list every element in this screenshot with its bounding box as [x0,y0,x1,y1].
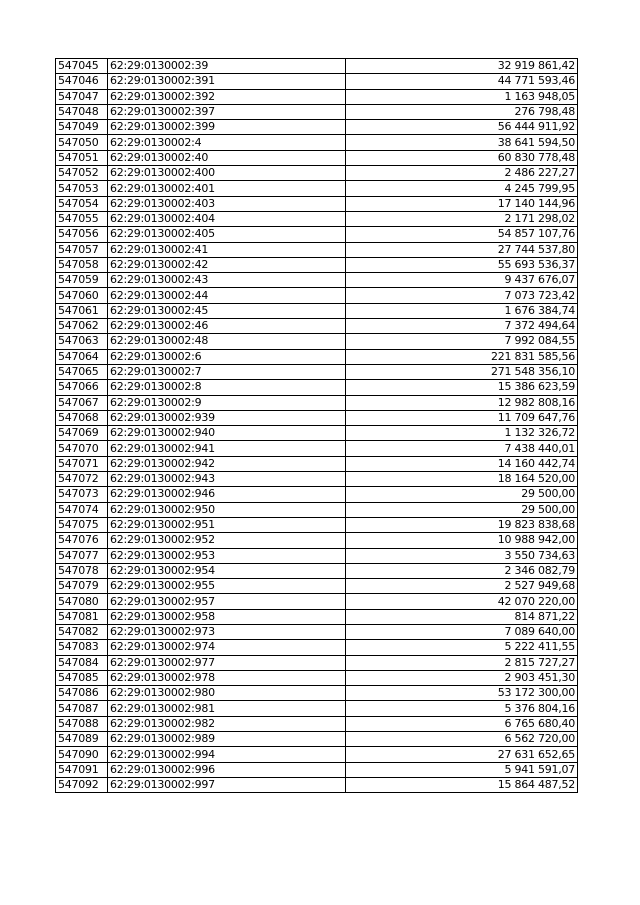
cadastral-value-cell: 7 372 494,64 [346,319,578,334]
table-row [56,762,578,777]
table-row [56,410,578,425]
row-number-cell: 547083 [56,640,108,655]
row-number-cell: 547068 [56,410,108,425]
cadastral-number-cell: 62:29:0130002:399 [108,120,346,135]
table-row [56,686,578,701]
row-number-cell: 547091 [56,762,108,777]
cadastral-number-cell: 62:29:0130002:4 [108,135,346,150]
cadastral-number-cell: 62:29:0130002:6 [108,349,346,364]
table-row [56,548,578,563]
row-number-cell: 547045 [56,59,108,74]
row-number-cell: 547049 [56,120,108,135]
table-row [56,609,578,624]
cadastral-number-cell: 62:29:0130002:982 [108,716,346,731]
cadastral-value-table [55,58,578,793]
cadastral-value-cell: 27 744 537,80 [346,242,578,257]
cadastral-value-cell: 32 919 861,42 [346,59,578,74]
cadastral-number-cell: 62:29:0130002:980 [108,686,346,701]
table-row [56,59,578,74]
cadastral-value-cell: 9 437 676,07 [346,273,578,288]
row-number-cell: 547066 [56,380,108,395]
row-number-cell: 547082 [56,624,108,639]
cadastral-value-cell: 271 548 356,10 [346,364,578,379]
table-row [56,150,578,165]
cadastral-number-cell: 62:29:0130002:939 [108,410,346,425]
cadastral-value-cell: 19 823 838,68 [346,517,578,532]
cadastral-number-cell: 62:29:0130002:40 [108,150,346,165]
table-row [56,701,578,716]
table-row [56,89,578,104]
cadastral-number-cell: 62:29:0130002:950 [108,502,346,517]
table-row [56,273,578,288]
row-number-cell: 547054 [56,196,108,211]
row-number-cell: 547089 [56,732,108,747]
table-row [56,120,578,135]
cadastral-value-cell: 27 631 652,65 [346,747,578,762]
row-number-cell: 547050 [56,135,108,150]
cadastral-value-cell: 276 798,48 [346,104,578,119]
row-number-cell: 547053 [56,181,108,196]
cadastral-value-cell: 7 438 440,01 [346,441,578,456]
cadastral-number-cell: 62:29:0130002:45 [108,303,346,318]
table-row [56,319,578,334]
row-number-cell: 547058 [56,257,108,272]
table-row [56,211,578,226]
cadastral-value-cell: 6 562 720,00 [346,732,578,747]
row-number-cell: 547046 [56,74,108,89]
cadastral-value-cell: 7 992 084,55 [346,334,578,349]
cadastral-number-cell: 62:29:0130002:404 [108,211,346,226]
table-row [56,747,578,762]
cadastral-number-cell: 62:29:0130002:981 [108,701,346,716]
table-row [56,104,578,119]
cadastral-value-cell: 18 164 520,00 [346,472,578,487]
cadastral-number-cell: 62:29:0130002:941 [108,441,346,456]
cadastral-number-cell: 62:29:0130002:952 [108,533,346,548]
cadastral-value-cell: 2 346 082,79 [346,563,578,578]
table-row [56,579,578,594]
row-number-cell: 547073 [56,487,108,502]
table-row [56,288,578,303]
row-number-cell: 547074 [56,502,108,517]
cadastral-value-cell: 814 871,22 [346,609,578,624]
table-row [56,517,578,532]
table-row [56,426,578,441]
cadastral-value-cell: 15 386 623,59 [346,380,578,395]
cadastral-number-cell: 62:29:0130002:954 [108,563,346,578]
cadastral-number-cell: 62:29:0130002:973 [108,624,346,639]
cadastral-value-cell: 6 765 680,40 [346,716,578,731]
cadastral-value-cell: 1 676 384,74 [346,303,578,318]
cadastral-value-cell: 14 160 442,74 [346,456,578,471]
cadastral-number-cell: 62:29:0130002:42 [108,257,346,272]
table-row [56,196,578,211]
cadastral-value-cell: 42 070 220,00 [346,594,578,609]
table-row [56,441,578,456]
cadastral-number-cell: 62:29:0130002:391 [108,74,346,89]
cadastral-number-cell: 62:29:0130002:392 [108,89,346,104]
row-number-cell: 547090 [56,747,108,762]
cadastral-number-cell: 62:29:0130002:943 [108,472,346,487]
cadastral-number-cell: 62:29:0130002:39 [108,59,346,74]
table-row [56,242,578,257]
table-row [56,624,578,639]
cadastral-value-cell: 5 376 804,16 [346,701,578,716]
row-number-cell: 547064 [56,349,108,364]
table-row [56,349,578,364]
table-row [56,395,578,410]
cadastral-number-cell: 62:29:0130002:46 [108,319,346,334]
table-row [56,777,578,792]
cadastral-value-cell: 29 500,00 [346,487,578,502]
cadastral-value-cell: 2 171 298,02 [346,211,578,226]
row-number-cell: 547086 [56,686,108,701]
table-row [56,563,578,578]
cadastral-number-cell: 62:29:0130002:978 [108,670,346,685]
cadastral-value-cell: 5 222 411,55 [346,640,578,655]
cadastral-value-cell: 2 815 727,27 [346,655,578,670]
cadastral-number-cell: 62:29:0130002:41 [108,242,346,257]
cadastral-value-cell: 56 444 911,92 [346,120,578,135]
cadastral-value-cell: 53 172 300,00 [346,686,578,701]
cadastral-number-cell: 62:29:0130002:997 [108,777,346,792]
cadastral-value-cell: 55 693 536,37 [346,257,578,272]
cadastral-value-cell: 17 140 144,96 [346,196,578,211]
cadastral-value-cell: 7 089 640,00 [346,624,578,639]
row-number-cell: 547085 [56,670,108,685]
row-number-cell: 547075 [56,517,108,532]
row-number-cell: 547071 [56,456,108,471]
row-number-cell: 547055 [56,211,108,226]
cadastral-number-cell: 62:29:0130002:942 [108,456,346,471]
cadastral-number-cell: 62:29:0130002:403 [108,196,346,211]
row-number-cell: 547067 [56,395,108,410]
row-number-cell: 547047 [56,89,108,104]
cadastral-number-cell: 62:29:0130002:43 [108,273,346,288]
table-row [56,303,578,318]
table-row [56,640,578,655]
row-number-cell: 547080 [56,594,108,609]
table-row [56,655,578,670]
cadastral-number-cell: 62:29:0130002:994 [108,747,346,762]
table-body [56,59,578,793]
cadastral-number-cell: 62:29:0130002:940 [108,426,346,441]
cadastral-number-cell: 62:29:0130002:955 [108,579,346,594]
cadastral-number-cell: 62:29:0130002:946 [108,487,346,502]
cadastral-number-cell: 62:29:0130002:974 [108,640,346,655]
row-number-cell: 547057 [56,242,108,257]
row-number-cell: 547076 [56,533,108,548]
table-row [56,670,578,685]
cadastral-value-cell: 38 641 594,50 [346,135,578,150]
cadastral-value-cell: 7 073 723,42 [346,288,578,303]
table-row [56,487,578,502]
cadastral-value-cell: 1 163 948,05 [346,89,578,104]
cadastral-number-cell: 62:29:0130002:989 [108,732,346,747]
table-row [56,732,578,747]
cadastral-number-cell: 62:29:0130002:951 [108,517,346,532]
row-number-cell: 547077 [56,548,108,563]
row-number-cell: 547061 [56,303,108,318]
cadastral-value-cell: 4 245 799,95 [346,181,578,196]
cadastral-value-cell: 12 982 808,16 [346,395,578,410]
row-number-cell: 547060 [56,288,108,303]
row-number-cell: 547088 [56,716,108,731]
cadastral-value-cell: 5 941 591,07 [346,762,578,777]
cadastral-value-cell: 54 857 107,76 [346,227,578,242]
row-number-cell: 547092 [56,777,108,792]
cadastral-number-cell: 62:29:0130002:9 [108,395,346,410]
cadastral-number-cell: 62:29:0130002:48 [108,334,346,349]
row-number-cell: 547069 [56,426,108,441]
cadastral-value-cell: 221 831 585,56 [346,349,578,364]
cadastral-number-cell: 62:29:0130002:397 [108,104,346,119]
row-number-cell: 547059 [56,273,108,288]
cadastral-value-cell: 1 132 326,72 [346,426,578,441]
table-row [56,227,578,242]
cadastral-value-cell: 44 771 593,46 [346,74,578,89]
cadastral-value-cell: 2 527 949,68 [346,579,578,594]
table-row [56,502,578,517]
table-row [56,533,578,548]
cadastral-number-cell: 62:29:0130002:7 [108,364,346,379]
cadastral-number-cell: 62:29:0130002:400 [108,166,346,181]
row-number-cell: 547062 [56,319,108,334]
table-row [56,257,578,272]
table-row [56,364,578,379]
row-number-cell: 547072 [56,472,108,487]
cadastral-value-cell: 29 500,00 [346,502,578,517]
cadastral-number-cell: 62:29:0130002:405 [108,227,346,242]
table-row [56,472,578,487]
cadastral-number-cell: 62:29:0130002:977 [108,655,346,670]
table-row [56,166,578,181]
row-number-cell: 547052 [56,166,108,181]
row-number-cell: 547048 [56,104,108,119]
cadastral-value-cell: 10 988 942,00 [346,533,578,548]
table-row [56,594,578,609]
row-number-cell: 547051 [56,150,108,165]
table-row [56,181,578,196]
row-number-cell: 547063 [56,334,108,349]
row-number-cell: 547065 [56,364,108,379]
cadastral-value-cell: 3 550 734,63 [346,548,578,563]
table-row [56,380,578,395]
table-row [56,334,578,349]
cadastral-value-cell: 2 903 451,30 [346,670,578,685]
table-row [56,135,578,150]
row-number-cell: 547078 [56,563,108,578]
table-row [56,456,578,471]
row-number-cell: 547070 [56,441,108,456]
cadastral-value-cell: 11 709 647,76 [346,410,578,425]
cadastral-number-cell: 62:29:0130002:401 [108,181,346,196]
cadastral-number-cell: 62:29:0130002:953 [108,548,346,563]
cadastral-number-cell: 62:29:0130002:8 [108,380,346,395]
row-number-cell: 547081 [56,609,108,624]
row-number-cell: 547087 [56,701,108,716]
cadastral-number-cell: 62:29:0130002:996 [108,762,346,777]
row-number-cell: 547056 [56,227,108,242]
cadastral-value-cell: 2 486 227,27 [346,166,578,181]
table-row [56,716,578,731]
cadastral-number-cell: 62:29:0130002:957 [108,594,346,609]
cadastral-value-cell: 60 830 778,48 [346,150,578,165]
row-number-cell: 547084 [56,655,108,670]
cadastral-number-cell: 62:29:0130002:44 [108,288,346,303]
table-row [56,74,578,89]
row-number-cell: 547079 [56,579,108,594]
cadastral-number-cell: 62:29:0130002:958 [108,609,346,624]
cadastral-value-cell: 15 864 487,52 [346,777,578,792]
